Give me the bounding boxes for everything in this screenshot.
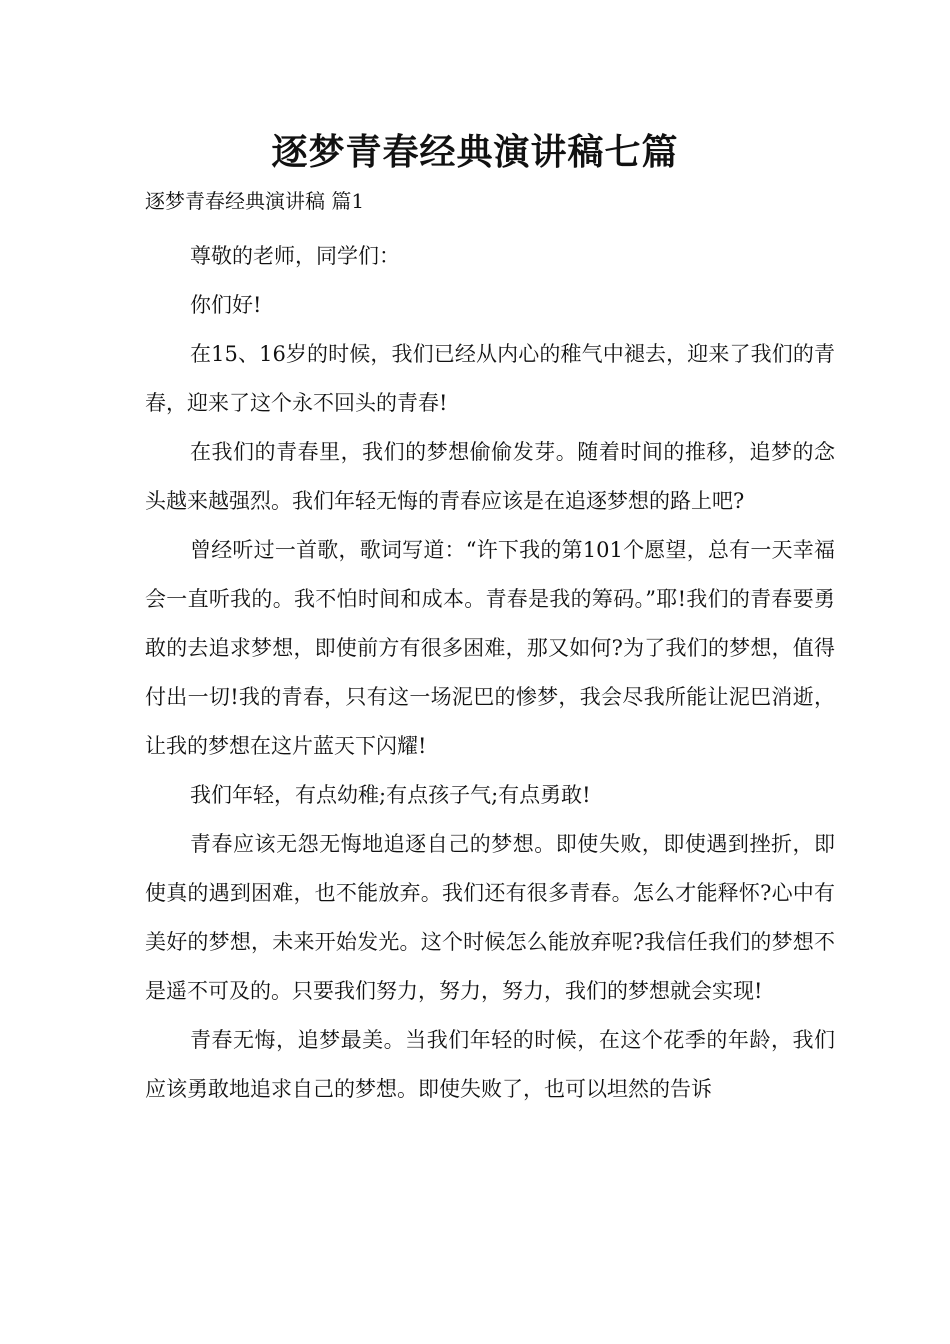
document-title: 逐梦青春经典演讲稿七篇 xyxy=(271,131,679,173)
section-heading: 逐梦青春经典演讲稿 篇1 xyxy=(145,189,365,213)
paragraph-song-lyrics: 曾经听过一首歌，歌词写道：“许下我的第101个愿望，总有一天幸福会一直听我的。我不怕时间和成本。青春是我的筹码。”耶!我们的青春要勇敢的去追求梦想，即使前方有很多困难，那又如何?为了我们的梦想，值得付出一切!我的青春，只有这一场泥巴的惨梦，我会尽我所能让泥巴消逝，让我的梦想在这片蓝天下闪耀! xyxy=(145,538,835,758)
paragraph-dream-sprout: 在我们的青春里，我们的梦想偷偷发芽。随着时间的推移，追梦的念头越来越强烈。我们年轻无悔的青春应该是在追逐梦想的路上吧? xyxy=(145,440,835,513)
paragraph-hello: 你们好! xyxy=(190,293,262,317)
paragraph-young: 我们年轻，有点幼稚;有点孩子气;有点勇敢! xyxy=(190,783,591,807)
paragraph-no-regret: 青春应该无怨无悔地追逐自己的梦想。即使失败，即使遇到挫折，即使真的遇到困难，也不能放弃。我们还有很多青春。怎么才能释怀?心中有美好的梦想，未来开始发光。这个时候怎么能放弃呢?我信任我们的梦想不是遥不可及的。只要我们努力，努力，努力，我们的梦想就会实现! xyxy=(145,832,835,1003)
paragraph-greeting: 尊敬的老师，同学们： xyxy=(190,244,400,268)
document-body xyxy=(145,232,835,1114)
paragraph-chase-dream: 青春无悔，追梦最美。当我们年轻的时候，在这个花季的年龄，我们应该勇敢地追求自己的梦想。即使失败了，也可以坦然的告诉 xyxy=(145,1028,835,1101)
paragraph-youth-age: 在15、16岁的时候，我们已经从内心的稚气中褪去，迎来了我们的青春，迎来了这个永不回头的青春! xyxy=(145,342,835,415)
